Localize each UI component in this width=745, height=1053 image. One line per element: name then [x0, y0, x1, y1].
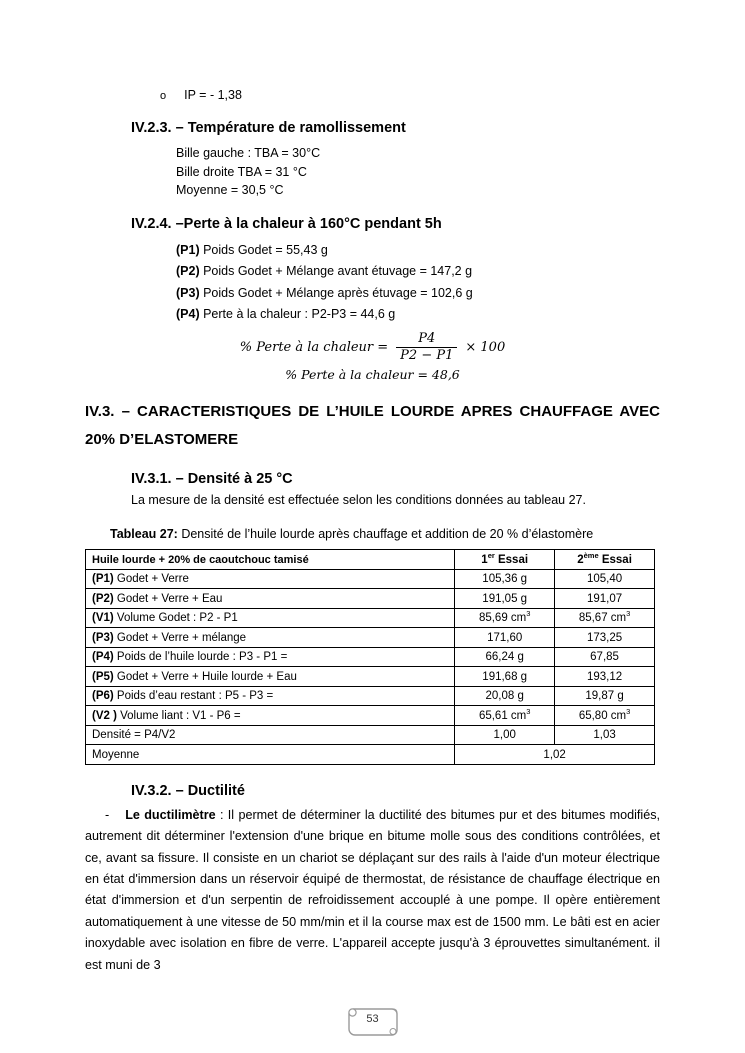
- table-27-caption-text: Densité de l’huile lourde après chauffage et addition de 20 % d’élastomère: [177, 527, 594, 542]
- table-27-caption-label: Tableau 27:: [110, 527, 178, 542]
- formula-result: % Perte à la chaleur = 48,6: [285, 367, 460, 383]
- heat-loss-items: [176, 240, 660, 326]
- header-sample: Huile lourde + 20% de caoutchouc tamisé: [86, 550, 455, 570]
- table-row: (P3) Godet + Verre + mélange 171,60 173,25: [86, 628, 655, 648]
- item-p2-label: (P2): [176, 264, 200, 279]
- ductilimetre-text: : Il permet de déterminer la ductilité des bitumes pur et des bitumes modifiés, autrement dit déterminer l'extension d'une brique en bitume molle sous des conditions contrôlées, et ce, avant sa fissure. Il consiste en un chariot se déplaçant sur des rails à l'aide d'un moteur électrique en état d'immersion dans un réservoir équipé de thermostat, de résistance de chauffage électrique en état d'immersion et d'un serpentin de refroidissement accouplé à une pompe. Il opère entièrement automatiquement à une vitesse de 50 mm/min et il la course max est de 1500 mm. Le bâti est en acier inoxydable avec isolation en fibre de verre. L'appareil accepte jusqu'à 3 éprouvettes simultanément. il est muni de 3: [85, 807, 660, 972]
- item-p1-text: Poids Godet = 55,43 g: [199, 242, 328, 257]
- heat-loss-formula: [85, 331, 660, 365]
- ip-bullet-line: [160, 88, 660, 102]
- table-row: (P5) Godet + Verre + Huile lourde + Eau 191,68 g 193,12: [86, 667, 655, 687]
- item-p3-label: (P3): [176, 285, 200, 300]
- item-p1-label: (P1): [176, 242, 200, 257]
- ip-value: IP = - 1,38: [184, 88, 242, 102]
- table-row: (P4) Poids de l’huile lourde : P3 - P1 = 66,24 g 67,85: [86, 647, 655, 667]
- ductilimetre-paragraph: [85, 805, 660, 976]
- line-bille-droite: Bille droite TBA = 31 °C: [176, 164, 307, 179]
- item-p3: [176, 283, 660, 305]
- table-row: (V1) Volume Godet : P2 - P1 85,69 $cm^3$ 85,67 $cm^3$: [86, 608, 655, 628]
- table-header-row: [86, 550, 655, 570]
- formula-multiplier: × 100: [465, 340, 506, 356]
- item-p4: [176, 304, 660, 326]
- formula-fraction: [396, 331, 457, 365]
- fraction-numerator: P4: [396, 331, 457, 348]
- header-essai-2: 2ème Essai: [555, 550, 655, 570]
- table-row: (V2 ) Volume liant : V1 - P6 = 65,61 $cm^3$ 65,80 $cm^3$: [86, 706, 655, 726]
- item-p2-text: Poids Godet + Mélange avant étuvage = 147,2 g: [199, 264, 473, 279]
- softening-point-lines: [176, 144, 660, 200]
- item-p2: [176, 261, 660, 283]
- line-bille-gauche: Bille gauche : TBA = 30°C: [176, 146, 321, 160]
- heading-iv-3-2: IV.3.2. – Ductilité: [131, 782, 245, 799]
- item-p4-label: (P4): [176, 307, 200, 322]
- list-dash: -: [105, 807, 110, 822]
- heading-iv-2-3: IV.2.3. – Température de ramollissement: [131, 120, 406, 136]
- fraction-denominator: P2 − P1: [400, 348, 454, 364]
- item-p4-text: Perte à la chaleur : P2-P3 = 44,6 g: [199, 307, 396, 322]
- heading-iv-2-4: IV.2.4. –Perte à la chaleur à 160°C pendant 5h: [131, 215, 442, 232]
- table-row: (P1) Godet + Verre 105,36 g 105,40: [86, 569, 655, 589]
- table-row: Densité = P4/V2 1,00 1,03: [86, 725, 655, 745]
- item-p1: [176, 240, 660, 262]
- page-footer: [340, 1001, 406, 1043]
- table-row-moyenne: Moyenne 1,02: [86, 745, 655, 765]
- header-essai-1: 1er Essai: [455, 550, 555, 570]
- density-intro-text: La mesure de la densité est effectuée selon les conditions données au tableau 27.: [131, 493, 586, 508]
- line-moyenne: Moyenne = 30,5 °C: [176, 183, 284, 198]
- formula-lhs: % Perte à la chaleur =: [239, 340, 389, 356]
- table-row: (P2) Godet + Verre + Eau 191,05 g 191,07: [86, 589, 655, 609]
- density-table: [85, 549, 655, 765]
- item-p3-text: Poids Godet + Mélange après étuvage = 102,6 g: [199, 285, 473, 300]
- table-27-caption: [110, 527, 660, 541]
- bullet-marker: o: [160, 90, 167, 102]
- page-number: 53: [366, 1013, 379, 1025]
- table-row: (P6) Poids d’eau restant : P5 - P3 = 20,08 g 19,87 g: [86, 686, 655, 706]
- heading-iv-3: IV.3. – CARACTERISTIQUES DE L’HUILE LOURDE APRES CHAUFFAGE AVEC 20% D’ELASTOMERE: [85, 403, 660, 449]
- heading-iv-3-1: IV.3.1. – Densité à 25 °C: [131, 471, 293, 488]
- ductilimetre-term: Le ductilimètre: [125, 807, 216, 822]
